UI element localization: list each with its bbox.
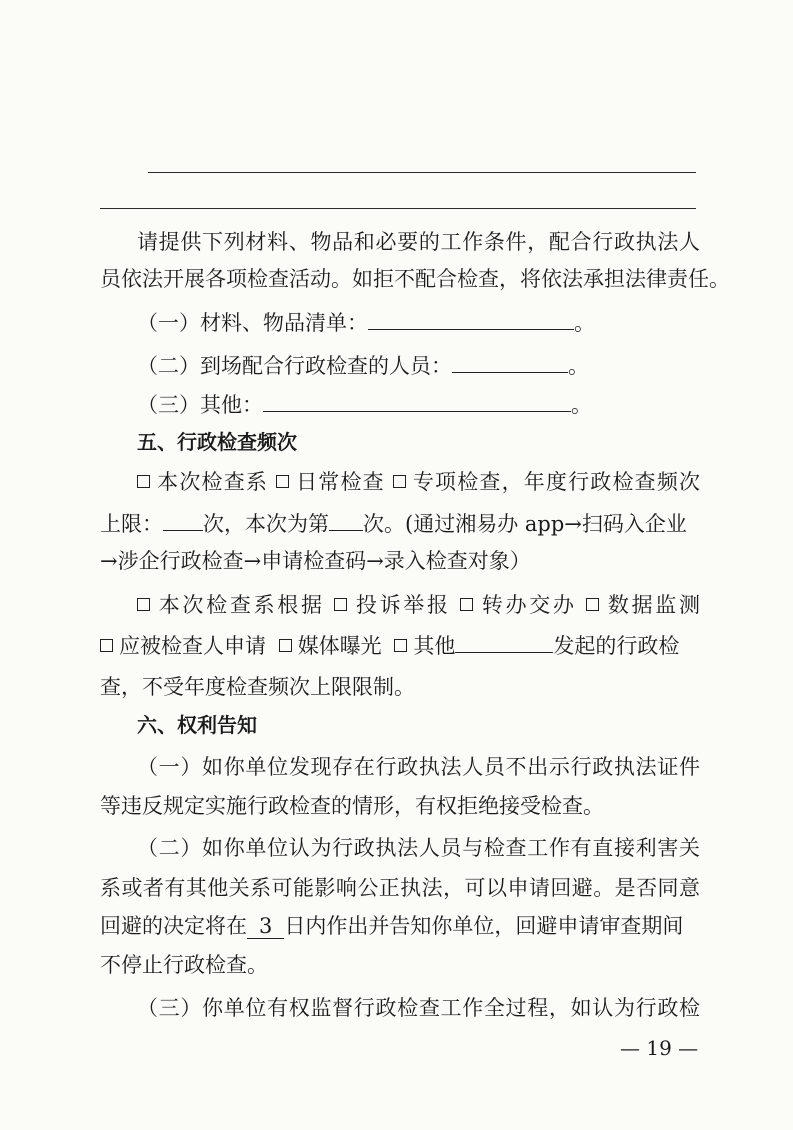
basis-other-blank[interactable] [455, 630, 553, 653]
rights-2-line-1: （二）如你单位认为行政执法人员与检查工作有直接利害关 [137, 836, 700, 860]
checkbox-icon[interactable] [334, 598, 347, 611]
basis-line-2: 应被检查人申请 媒体曝光 其他 发起的行政检 [100, 630, 700, 661]
checkbox-icon[interactable] [276, 475, 289, 488]
checkbox-icon[interactable] [137, 598, 150, 611]
rights-3-line-1: （三）你单位有权监督行政检查工作全过程，如认为行政检 [137, 996, 700, 1020]
checkbox-icon[interactable] [586, 598, 599, 611]
personnel-label: （二）到场配合行政检查的人员： [137, 354, 452, 378]
basis-line-3: 查，不受年度检查频次上限限制。 [100, 675, 415, 699]
materials-item: （一）材料、物品清单： 。 [137, 307, 700, 338]
rights-1-line-1: （一）如你单位发现存在行政执法人员不出示行政执法证件 [137, 755, 700, 779]
limit-blank[interactable] [163, 508, 203, 531]
other-label: （三）其他： [137, 393, 263, 417]
recusal-days-value[interactable]: 3 [247, 914, 284, 939]
checkbox-icon[interactable] [394, 639, 407, 652]
other-blank[interactable] [263, 389, 571, 412]
section-five-heading: 五、行政检查频次 [137, 430, 297, 454]
rights-2-line-2: 系或者有其他关系可能影响公正执法，可以申请回避。是否同意 [100, 876, 700, 900]
materials-label: （一）材料、物品清单： [137, 311, 368, 335]
personnel-item: （二）到场配合行政检查的人员： 。 [137, 350, 700, 381]
section-six-heading: 六、权利告知 [137, 713, 257, 737]
checkbox-icon[interactable] [279, 639, 292, 652]
count-blank[interactable] [329, 508, 363, 531]
personnel-blank[interactable] [452, 350, 568, 373]
top-rule-2 [100, 208, 696, 209]
other-item: （三）其他： 。 [137, 389, 700, 420]
intro-line-1: 请提供下列材料、物品和必要的工作条件，配合行政执法人 [137, 230, 700, 254]
checkbox-icon[interactable] [393, 475, 406, 488]
checkbox-icon[interactable] [100, 639, 113, 652]
intro-line-2: 员依法开展各项检查活动。如拒不配合检查，将依法承担法律责任。 [100, 267, 730, 291]
checkbox-icon[interactable] [460, 598, 473, 611]
rights-2-line-4: 不停止行政检查。 [100, 953, 268, 977]
frequency-line-3: →涉企行政检查→申请检查码→录入检查对象） [100, 549, 531, 573]
basis-line-1: 本次检查系根据 投诉举报 转办交办 数据监测 [137, 590, 700, 620]
materials-blank[interactable] [368, 307, 574, 330]
frequency-line-1: 本次检查系 日常检查 专项检查，年度行政检查频次 [137, 467, 700, 497]
page-number: — 19 — [620, 1036, 699, 1060]
checkbox-icon[interactable] [137, 475, 150, 488]
top-rule-1 [148, 172, 696, 173]
rights-2-line-3: 回避的决定将在 3 日内作出并告知你单位，回避申请审查期间 [100, 914, 684, 938]
rights-1-line-2: 等违反规定实施行政检查的情形，有权拒绝接受检查。 [100, 794, 604, 818]
frequency-line-2: 上限： 次，本次为第 次。(通过湘易办 app→扫码入企业 [100, 508, 700, 539]
